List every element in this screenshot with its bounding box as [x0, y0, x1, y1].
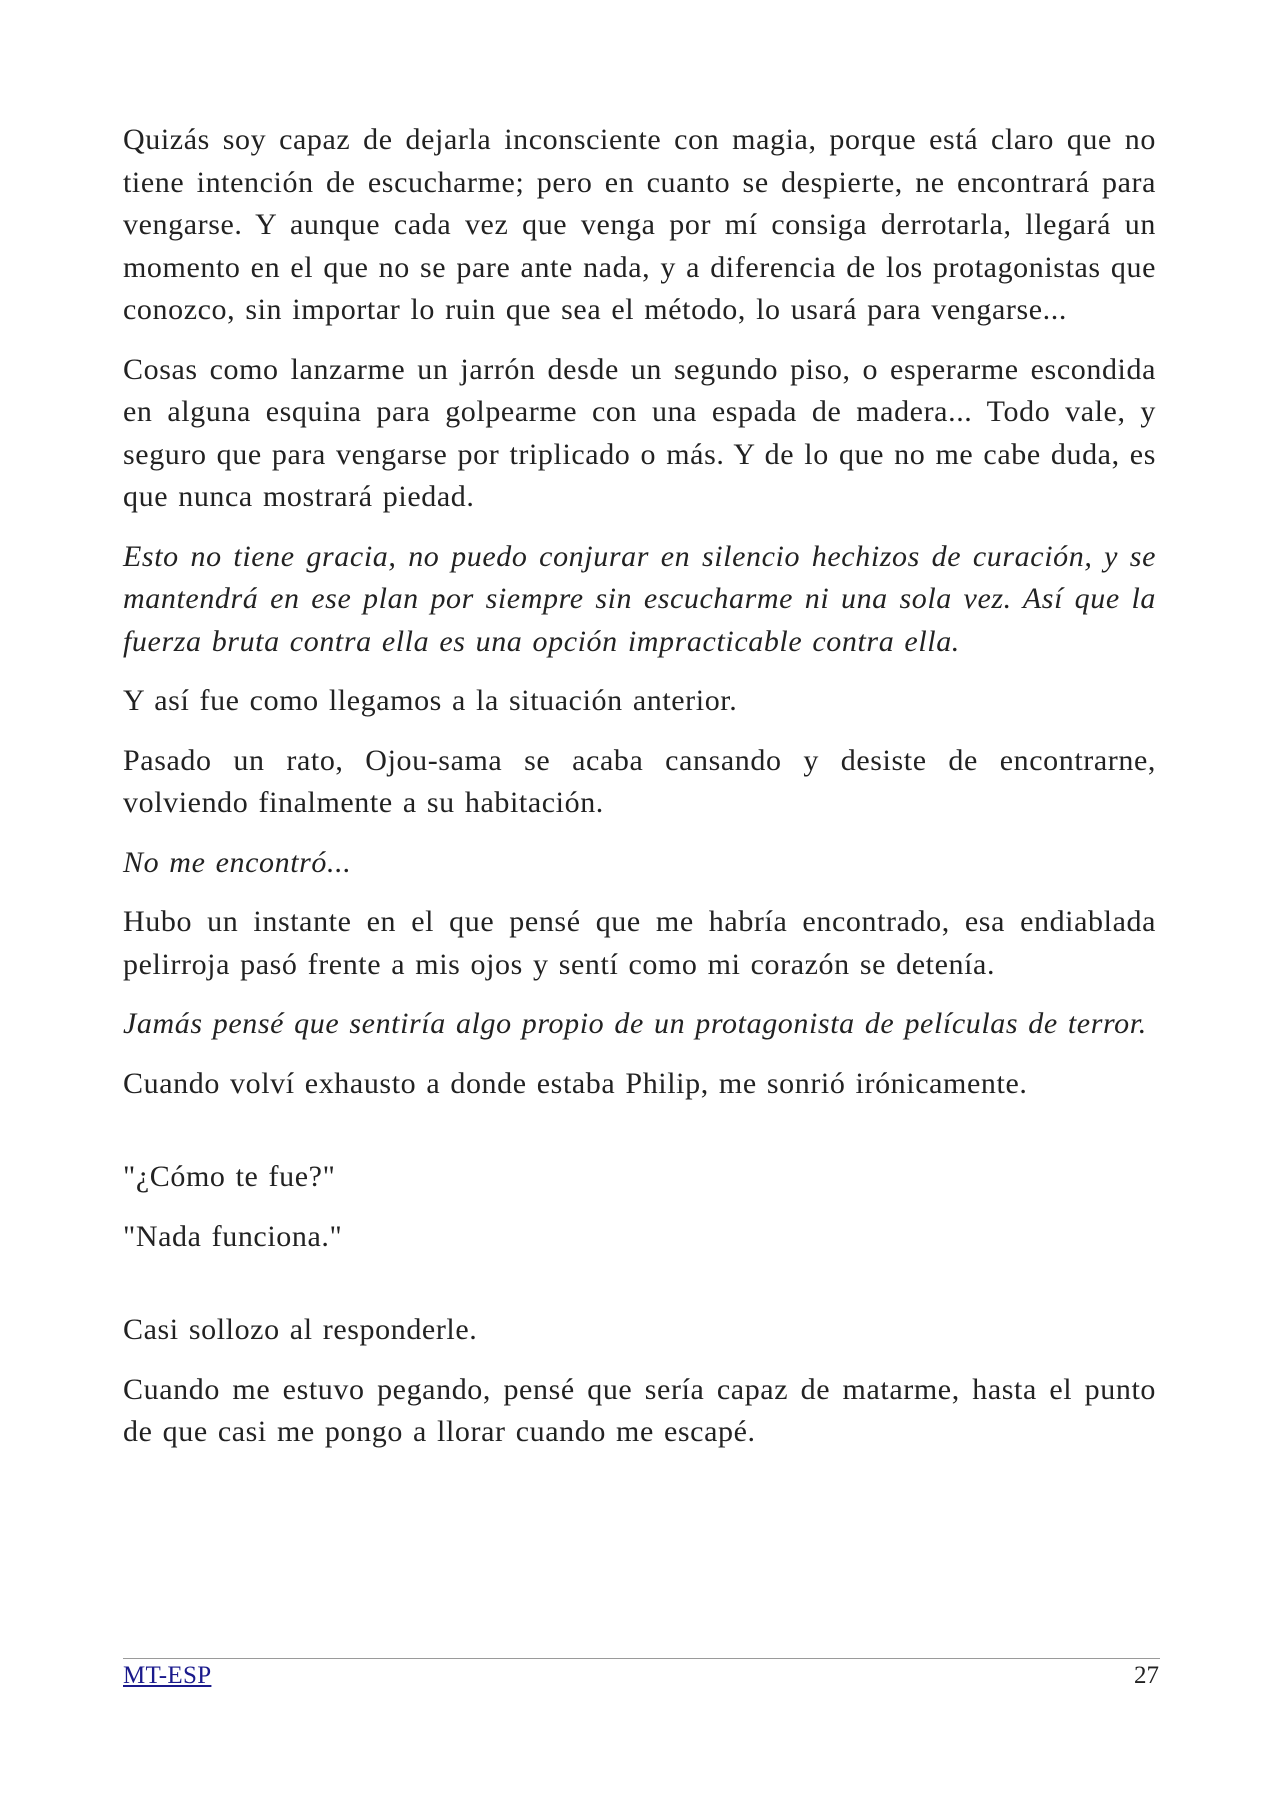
paragraph-2: Cosas como lanzarme un jarrón desde un segundo piso, o esperarme escondida en alguna esquina para golpearme con una espada de madera... Todo vale, y seguro que para vengarse por triplicado o más. Y de lo que no me cabe duda, es que nunca mostrará piedad. [123, 352, 1156, 513]
page-number: 27 [1134, 1662, 1159, 1689]
paragraph-5: Pasado un rato, Ojou-sama se acaba cansando y desiste de encontrarne, volviendo finalmente a su habitación. [123, 743, 1156, 819]
dialogue-line-2: "Nada funciona." [123, 1219, 343, 1253]
paragraph-3-italic-thought: Esto no tiene gracia, no puedo conjurar en silencio hechizos de curación, y se mantendrá en ese plan por siempre sin escucharme ni una sola vez. Así que la fuerza bruta contra ella es una opción impracticable contra ella. [123, 539, 1156, 658]
paragraph-1: Quizás soy capaz de dejarla inconsciente con magia, porque está claro que no tiene intención de escucharme; pero en cuanto se despierte, ne encontrará para vengarse. Y aunque cada vez que venga por mí consiga derrotarla, llegará un momento en el que no se pare ante nada, y a diferencia de los protagonistas que conozco, sin importar lo ruin que sea el método, lo usará para vengarse... [123, 123, 1156, 326]
paragraph-7: Hubo un instante en el que pensé que me habría encontrado, esa endiablada pelirroja pasó frente a mis ojos y sentí como mi corazón se detenía. [123, 905, 1156, 981]
paragraph-9: Cuando volví exhausto a donde estaba Philip, me sonrió irónicamente. [123, 1066, 1028, 1100]
spacer [123, 1122, 1156, 1156]
paragraph-8-italic-thought: Jamás pensé que sentiría algo propio de un protagonista de películas de terror. [123, 1007, 1147, 1040]
footer-divider [123, 1658, 1160, 1659]
paragraph-12: Casi sollozo al responderle. [123, 1313, 478, 1346]
spacer [123, 1275, 1156, 1309]
footer-publisher-link[interactable]: MT-ESP [123, 1662, 212, 1689]
paragraph-4: Y así fue como llegamos a la situación anterior. [123, 684, 738, 717]
page-body [123, 119, 1156, 1471]
dialogue-line-1: "¿Cómo te fue?" [123, 1160, 336, 1193]
paragraph-6-italic-thought: No me encontró... [123, 845, 352, 879]
paragraph-13: Cuando me estuvo pegando, pensé que sería capaz de matarme, hasta el punto de que casi me pongo a llorar cuando me escapé. [123, 1372, 1156, 1448]
